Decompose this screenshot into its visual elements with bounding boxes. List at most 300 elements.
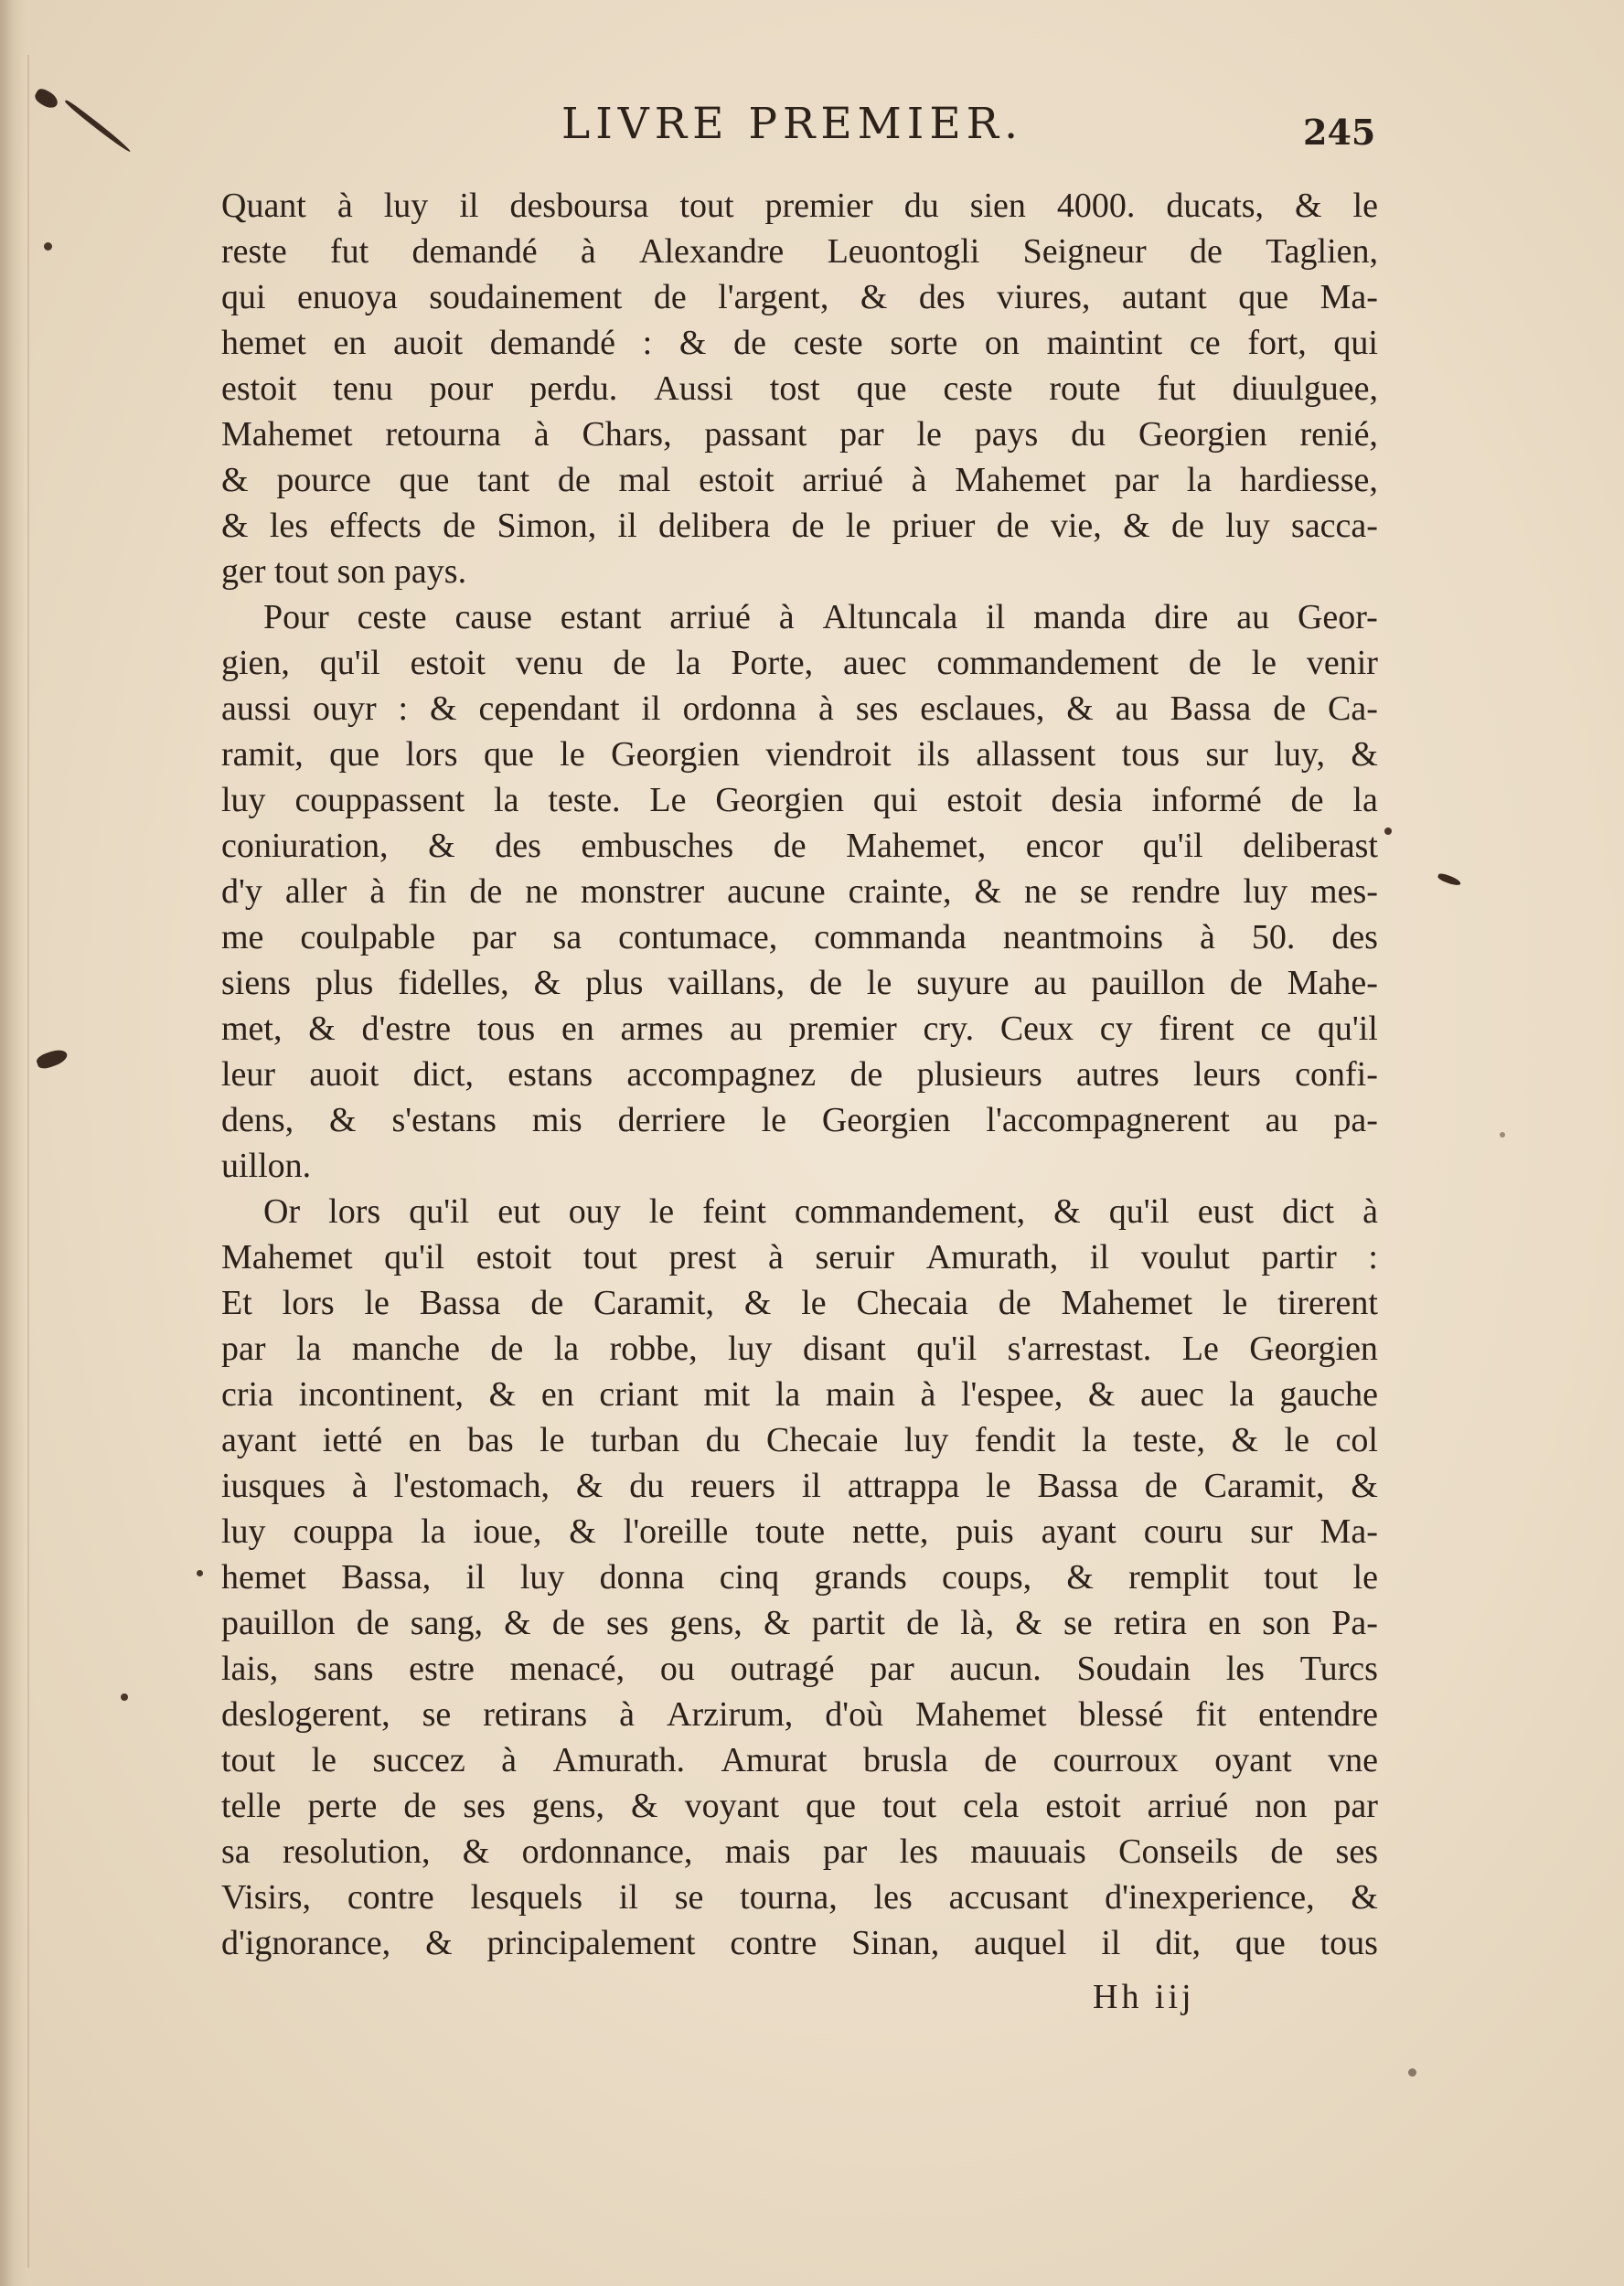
word: &: [1351, 1467, 1378, 1505]
word: d'ignorance,: [221, 1924, 391, 1962]
word: Bassa,: [341, 1558, 432, 1597]
word: gens,: [669, 1604, 743, 1642]
text-line: [221, 732, 1378, 777]
word: autres: [1076, 1055, 1159, 1094]
word: &: [1294, 187, 1322, 225]
word: feint: [702, 1192, 766, 1231]
word: Leuontogli: [827, 232, 980, 271]
word: au: [1265, 1101, 1298, 1139]
word: &: [1066, 1558, 1094, 1597]
word: lors: [282, 1284, 335, 1322]
word: nette,: [852, 1512, 929, 1551]
word: qu'il: [1108, 1192, 1170, 1231]
text-line: [221, 960, 1378, 1006]
word: le: [1352, 1558, 1378, 1597]
word: &: [430, 689, 457, 728]
word: contre: [730, 1924, 817, 1962]
word: deliberast: [1243, 827, 1378, 865]
word: de: [984, 1741, 1018, 1779]
text-line: [221, 1737, 1378, 1783]
word: Georgien: [1138, 415, 1267, 454]
word: que: [806, 1787, 856, 1825]
word: demandé: [489, 324, 615, 362]
ink-spot: [1384, 828, 1392, 835]
word: d'inexperience,: [1105, 1878, 1315, 1917]
binding-shadow: [0, 0, 26, 2286]
word: sien: [969, 187, 1026, 225]
word: renié,: [1299, 415, 1378, 454]
word: mais: [724, 1832, 791, 1871]
word: Amurath.: [552, 1741, 686, 1779]
word: Porte,: [731, 644, 814, 682]
word: pa-: [1333, 1101, 1378, 1139]
text-line: [221, 1052, 1378, 1097]
word: diuulguee,: [1232, 369, 1378, 408]
word: Soudain: [1076, 1650, 1191, 1688]
word: 4000.: [1056, 187, 1136, 225]
word: &: [569, 1512, 596, 1551]
word: &: [860, 278, 888, 316]
word: aller: [284, 872, 347, 911]
word: la: [1229, 1375, 1255, 1414]
word: de: [809, 964, 842, 1002]
word: la: [1352, 781, 1378, 819]
word: Caramit,: [1203, 1467, 1325, 1505]
word: la: [553, 1330, 580, 1368]
word: prest: [668, 1238, 737, 1277]
word: de: [1270, 1832, 1304, 1871]
word: &: [221, 461, 249, 499]
word: de: [849, 1055, 883, 1094]
word: &: [1066, 689, 1094, 728]
text-line: [221, 1326, 1378, 1372]
word: criant: [599, 1375, 678, 1414]
word: Pour: [263, 598, 329, 636]
word: qui: [1333, 324, 1378, 362]
word: le: [1352, 187, 1378, 225]
word: &: [533, 964, 561, 1002]
word: Arzirum,: [667, 1695, 794, 1734]
word: auoit: [309, 1055, 379, 1094]
word: &: [1123, 507, 1150, 545]
word: &: [425, 1924, 453, 1962]
word: la: [295, 1330, 322, 1368]
word: on: [984, 324, 1020, 362]
word: le: [801, 1284, 827, 1322]
word: outragé: [730, 1650, 835, 1688]
word: Taglien,: [1266, 232, 1378, 271]
word: de: [1144, 1467, 1178, 1505]
word: encor: [1025, 827, 1104, 865]
word: à: [818, 689, 834, 728]
word: des: [918, 278, 966, 316]
word: il: [617, 507, 637, 545]
word: Geor-: [1297, 598, 1378, 636]
word: de: [356, 1604, 390, 1642]
word: pour: [429, 369, 494, 408]
word: cy: [1099, 1009, 1133, 1048]
word: que: [1238, 278, 1289, 316]
word: fendit: [974, 1421, 1056, 1459]
word: qu'il: [1317, 1009, 1378, 1048]
word: tous: [476, 1009, 536, 1048]
word: Visirs,: [221, 1878, 312, 1917]
word: Mahemet: [955, 461, 1086, 499]
word: cria: [221, 1375, 273, 1414]
word: estans: [508, 1055, 593, 1094]
word: reste: [221, 232, 287, 271]
word: lesquels: [470, 1878, 582, 1917]
word: l'espee,: [960, 1375, 1063, 1414]
word: ceste: [943, 369, 1013, 408]
text-line: [221, 1646, 1378, 1692]
word: allassent: [976, 735, 1096, 774]
text-line: [221, 1463, 1378, 1509]
word: que: [483, 735, 534, 774]
text-line: [221, 503, 1378, 549]
word: entendre: [1258, 1695, 1378, 1734]
paragraph-first-line: [221, 594, 1378, 640]
word: qui: [221, 278, 266, 316]
ink-spot: [197, 1570, 203, 1576]
word: &: [631, 1787, 658, 1825]
word: bas: [466, 1421, 514, 1459]
word: ietté: [322, 1421, 383, 1459]
word: à: [1200, 918, 1215, 956]
word: ceste: [793, 324, 863, 362]
word: à: [369, 872, 386, 911]
word: fin: [408, 872, 447, 911]
text-line: [221, 1920, 1378, 1966]
text-line: [221, 1600, 1378, 1646]
word: mes-: [1310, 872, 1378, 911]
word: ordonnance,: [521, 1832, 693, 1871]
word: fit: [1195, 1695, 1227, 1734]
word: coulpable: [300, 918, 436, 956]
word: l'oreille: [623, 1512, 729, 1551]
word: coniuration,: [221, 827, 389, 865]
word: Ceux: [999, 1009, 1074, 1048]
text-line: [221, 640, 1378, 686]
word: sang,: [410, 1604, 483, 1642]
word: le: [916, 415, 942, 454]
word: Pa-: [1331, 1604, 1378, 1642]
word: de: [998, 1284, 1031, 1322]
word: suyure: [916, 964, 1010, 1002]
word: courroux: [1052, 1741, 1179, 1779]
word: de: [530, 1284, 564, 1322]
text-line: [221, 869, 1378, 914]
word: fut: [330, 232, 369, 271]
word: Le: [1181, 1330, 1219, 1368]
word: lors: [405, 735, 458, 774]
word: tourna,: [740, 1878, 838, 1917]
word: Altuncala: [822, 598, 958, 636]
word: maintint: [1046, 324, 1163, 362]
word: des: [495, 827, 541, 865]
text-line: [221, 457, 1378, 503]
word: &: [1351, 735, 1378, 774]
word: &: [974, 872, 1002, 911]
word: vne: [1328, 1741, 1378, 1779]
word: manche: [351, 1330, 460, 1368]
word: &: [678, 324, 707, 362]
page-edge-line: [27, 55, 29, 2268]
word: aussi: [221, 689, 291, 728]
word: hemet: [221, 1558, 306, 1597]
word: Mahe-: [1287, 964, 1378, 1002]
word: de: [613, 644, 646, 682]
word: estoit: [1045, 1787, 1121, 1825]
text-line: [221, 1006, 1378, 1052]
word: ou: [659, 1650, 695, 1688]
word: 50.: [1251, 918, 1296, 956]
word: s'estans: [391, 1101, 497, 1139]
word: de: [1189, 232, 1223, 271]
word: d'y: [221, 872, 262, 911]
signature-mark: Hh iij: [1093, 1978, 1195, 2016]
word: resolution,: [282, 1832, 431, 1871]
word: de: [996, 507, 1030, 545]
word: Mahemet: [221, 1238, 353, 1277]
word: au: [1033, 964, 1067, 1002]
word: du: [705, 1421, 741, 1459]
word: me: [221, 918, 264, 956]
word: qu'il: [384, 1238, 445, 1277]
word: firent: [1159, 1009, 1234, 1048]
word: ne: [1024, 872, 1057, 911]
word: lais,: [221, 1650, 279, 1688]
word: viures,: [997, 278, 1091, 316]
word: que: [399, 461, 450, 499]
word: Aussi: [654, 369, 733, 408]
word: neantmoins: [1002, 918, 1164, 956]
word: viendroit: [765, 735, 892, 774]
word: se: [422, 1695, 452, 1734]
word: ayant: [221, 1421, 297, 1459]
word: luy: [221, 781, 266, 819]
text-line: [221, 1234, 1378, 1280]
word: coups,: [941, 1558, 1032, 1597]
word: &: [743, 1284, 772, 1322]
word: estoit: [221, 369, 297, 408]
word: le: [540, 1421, 565, 1459]
word: la: [494, 781, 519, 819]
word: à: [911, 461, 927, 499]
word: mal: [618, 461, 671, 499]
word: desboursa: [509, 187, 649, 225]
word: le: [986, 1467, 1011, 1505]
word: ils: [916, 735, 950, 774]
word: à: [501, 1741, 518, 1779]
word: siens: [221, 964, 291, 1002]
word: soudainement: [429, 278, 623, 316]
word: couppa: [293, 1512, 394, 1551]
word: auec: [1140, 1375, 1204, 1414]
word: tenu: [333, 369, 393, 408]
word: &: [575, 1467, 604, 1505]
word: cependant: [478, 689, 620, 728]
word: le: [1222, 1284, 1248, 1322]
word: de: [733, 324, 766, 362]
word: Et: [221, 1284, 252, 1322]
ink-spot: [44, 242, 52, 251]
word: aucun.: [949, 1650, 1042, 1688]
word: Seigneur: [1022, 232, 1147, 271]
word: partit: [811, 1604, 885, 1642]
word: &: [308, 1009, 336, 1048]
word: au: [1236, 598, 1270, 636]
word: Ma-: [1320, 1512, 1378, 1551]
word: il: [1089, 1238, 1110, 1277]
word: gauche: [1279, 1375, 1378, 1414]
word: col: [1335, 1421, 1378, 1459]
word: à: [778, 598, 795, 636]
word: il: [618, 1878, 638, 1917]
word: gens,: [531, 1787, 604, 1825]
word: de: [1273, 689, 1307, 728]
word: dire: [1154, 598, 1209, 636]
word: commandement: [936, 644, 1159, 682]
text-line: [221, 1783, 1378, 1829]
word: leurs: [1193, 1055, 1261, 1094]
word: de: [653, 278, 687, 316]
word: reuers: [690, 1467, 775, 1505]
word: dit,: [1155, 1924, 1201, 1962]
ink-stain: [1437, 872, 1461, 887]
word: :: [642, 324, 653, 362]
word: que: [329, 735, 380, 774]
word: Sinan,: [851, 1924, 940, 1962]
word: cela: [963, 1787, 1020, 1825]
word: ce: [1260, 1009, 1292, 1048]
word: sans: [314, 1650, 374, 1688]
word: Or: [263, 1192, 301, 1231]
word: esclaues,: [920, 689, 1045, 728]
word: par: [870, 1650, 914, 1688]
word: mis: [531, 1101, 582, 1139]
word: leur: [221, 1055, 276, 1094]
word: commanda: [814, 918, 967, 956]
word: par: [221, 1330, 266, 1368]
word: se: [674, 1878, 704, 1917]
text-line: [221, 1097, 1378, 1143]
text-line: [221, 1417, 1378, 1463]
word: Georgien: [715, 781, 845, 819]
word: il: [1101, 1924, 1121, 1962]
word: commandement,: [794, 1192, 1026, 1231]
text-line: [221, 777, 1378, 823]
word: estoit: [699, 461, 775, 499]
word: ordonna: [682, 689, 797, 728]
word: tous: [1121, 735, 1180, 774]
word: de: [490, 1330, 524, 1368]
word: que: [856, 369, 907, 408]
word: luy: [519, 1558, 565, 1597]
word: dict: [1282, 1192, 1335, 1231]
word: sorte: [890, 324, 958, 362]
word: crainte,: [848, 872, 952, 911]
word: seruir: [815, 1238, 895, 1277]
word: ses: [855, 689, 899, 728]
word: informé: [1151, 781, 1262, 819]
word: menacé,: [509, 1650, 625, 1688]
word: pauillon: [1091, 964, 1205, 1002]
word: arriué: [1147, 1787, 1229, 1825]
word: les: [873, 1878, 913, 1917]
word: venu: [515, 644, 583, 682]
word: Georgien: [1249, 1330, 1378, 1368]
word: vie,: [1050, 507, 1102, 545]
word: en: [1208, 1604, 1242, 1642]
word: auquel: [974, 1924, 1067, 1962]
word: premier: [788, 1009, 897, 1048]
word: &: [1231, 1421, 1259, 1459]
word: de: [1229, 964, 1263, 1002]
word: de: [1290, 781, 1324, 819]
word: à: [337, 187, 353, 225]
word: estoit: [475, 1238, 552, 1277]
word: lors: [328, 1192, 381, 1231]
word: Mahemet: [1061, 1284, 1193, 1322]
word: couppassent: [294, 781, 465, 819]
word: de: [557, 461, 591, 499]
word: gien,: [221, 644, 290, 682]
word: oyant: [1214, 1741, 1292, 1779]
word: ouy: [568, 1192, 621, 1231]
text-line: [221, 274, 1378, 320]
word: de: [403, 1787, 437, 1825]
word: cause: [454, 598, 532, 636]
running-head: LIVRE PREMIER.: [561, 99, 1024, 149]
word: s'arrestast.: [1007, 1330, 1152, 1368]
word: luy: [221, 1512, 266, 1551]
word: ne: [525, 872, 559, 911]
word: se: [1079, 872, 1109, 911]
word: mit: [703, 1375, 751, 1414]
word: sa: [221, 1832, 251, 1871]
word: ceste: [357, 598, 427, 636]
word: telle: [221, 1787, 282, 1825]
word: au: [730, 1009, 763, 1048]
word: toute: [755, 1512, 826, 1551]
word: turban: [591, 1421, 680, 1459]
word: la: [421, 1512, 446, 1551]
text-line: [221, 1692, 1378, 1737]
word: à: [920, 1375, 936, 1414]
text-line: [221, 320, 1378, 366]
word: pource: [276, 461, 371, 499]
text-line: [221, 914, 1378, 960]
word: Caramit,: [593, 1284, 714, 1322]
word: premier: [764, 187, 873, 225]
word: non: [1255, 1787, 1308, 1825]
page-number: 245: [1303, 112, 1376, 153]
word: voyant: [684, 1787, 780, 1825]
word: luy: [1243, 872, 1288, 911]
word: iusques: [221, 1467, 326, 1505]
word: brusla: [862, 1741, 948, 1779]
word: teste,: [1132, 1421, 1206, 1459]
word: &: [1087, 1375, 1116, 1414]
word: les: [269, 507, 309, 545]
word: son: [1262, 1604, 1311, 1642]
word: hardiesse,: [1239, 461, 1378, 499]
word: au: [1115, 689, 1149, 728]
word: sa: [552, 918, 582, 956]
word: par: [839, 415, 884, 454]
word: il: [641, 689, 661, 728]
